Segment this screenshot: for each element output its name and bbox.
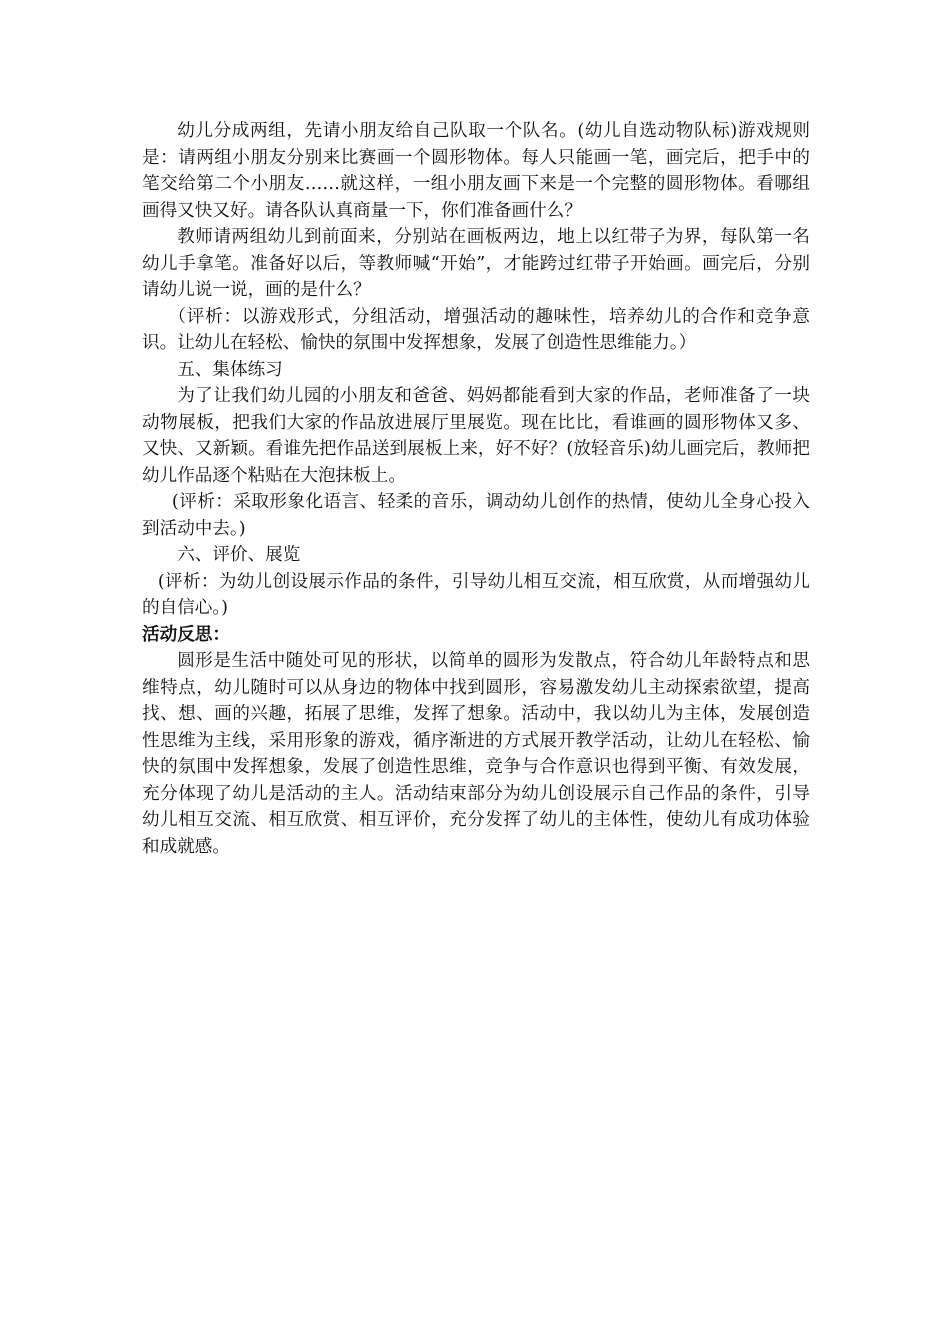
paragraph-reflection-body: 圆形是生活中随处可见的形状，以简单的圆形为发散点，符合幼儿年龄特点和思维特点，幼儿随时可以从身边的物体中找到圆形，容易激发幼儿主动探索欲望，提高找、想、画的兴趣，拓展了思维，发挥了想象。活动中，我以幼儿为主体，发展创造性思维为主线，采用形象的游戏，循序渐进的方式展开教学活动，让幼儿在轻松、愉快的氛围中发挥想象，发展了创造性思维，竞争与合作意识也得到平衡、有效发展，充分体现了幼儿是活动的主人。活动结束部分为幼儿创设展示自己作品的条件，引导幼儿相互交流、相互欣赏、相互评价，充分发挥了幼儿的主体性，使幼儿有成功体验和成就感。	[142, 651, 810, 857]
paragraph-teacher-instructions: 教师请两组幼儿到前面来，分别站在画板两边，地上以红带子为界，每队第一名幼儿手拿笔。准备好以后，等教师喊“开始”，才能跨过红带子开始画。画完后，分别请幼儿说一说，画的是什么？	[142, 227, 810, 300]
paragraph-exhibition-board: 为了让我们幼儿园的小朋友和爸爸、妈妈都能看到大家的作品，老师准备了一块动物展板，把我们大家的作品放进展厅里展览。现在比比，看谁画的圆形物体又多、又快、又新颖。看谁先把作品送到展板上来，好不好？(放轻音乐)幼儿画完后，教师把幼儿作品逐个粘贴在大泡抹板上。	[142, 386, 810, 486]
section-heading-evaluation: 六、评价、展览	[177, 545, 301, 565]
paragraph-game-rules: 幼儿分成两组，先请小朋友给自己队取一个队名。(幼儿自选动物队标)游戏规则是：请两组小朋友分别来比赛画一个圆形物体。每人只能画一笔，画完后，把手中的笔交给第二个小朋友……就这样，一组小朋友画下来是一个完整的圆形物体。看哪组画得又快又好。请各队认真商量一下，你们准备画什么？	[142, 121, 810, 221]
section-heading-group-practice: 五、集体练习	[177, 359, 283, 380]
document-page	[142, 118, 810, 860]
paragraph-comment-confidence: (评析：为幼儿创设展示作品的条件，引导幼儿相互交流，相互欣赏，从而增强幼儿的自信心。)	[142, 571, 810, 618]
paragraph-comment-music: (评析：采取形象化语言、轻柔的音乐，调动幼儿创作的热情，使幼儿全身心投入到活动中去。)	[142, 492, 810, 539]
paragraph-comment-game: （评析：以游戏形式，分组活动，增强活动的趣味性，培养幼儿的合作和竞争意识。让幼儿在轻松、愉快的氛围中发挥想象，发展了创造性思维能力。）	[142, 306, 810, 353]
reflection-heading: 活动反思：	[142, 624, 230, 645]
